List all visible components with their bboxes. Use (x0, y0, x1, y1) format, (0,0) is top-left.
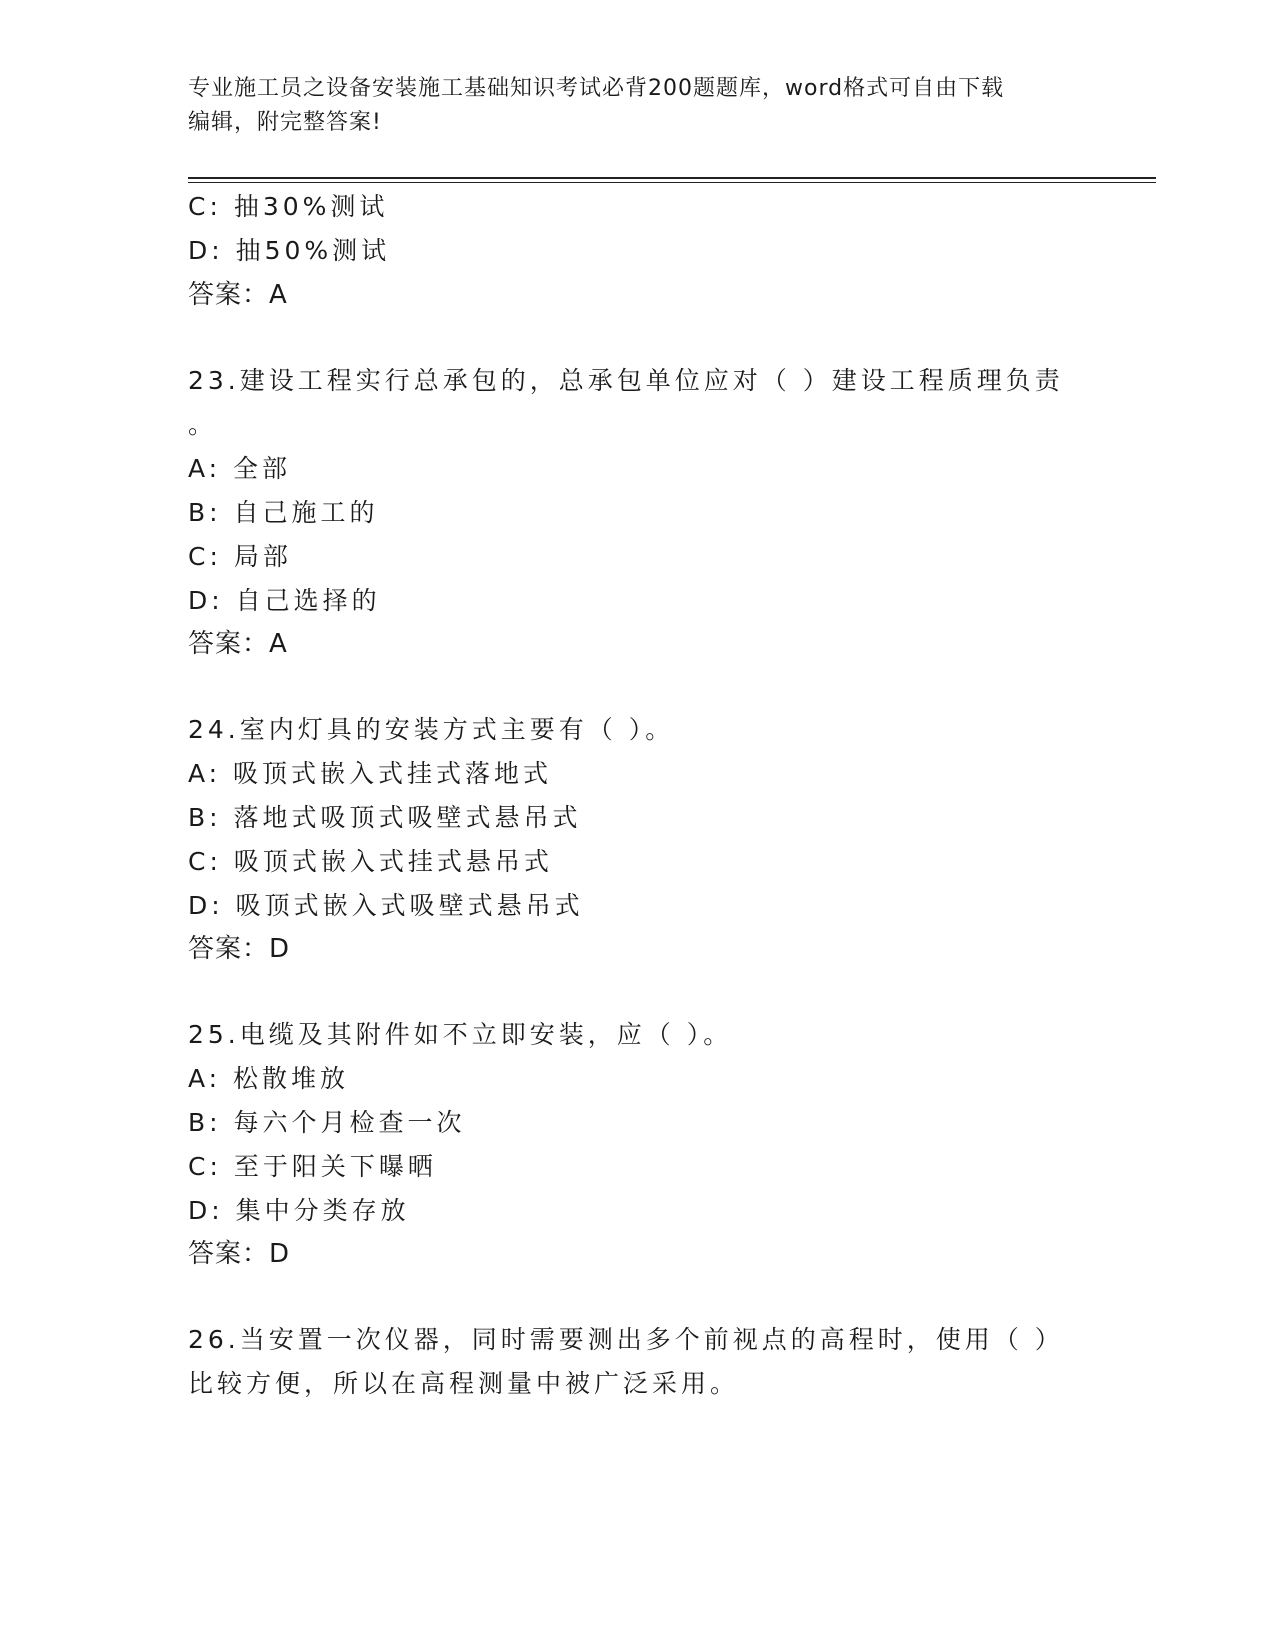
answer-line (188, 278, 288, 312)
answer-value: A (269, 280, 288, 310)
answer-line (188, 1237, 290, 1271)
question-stem: 26.当安置一次仪器，同时需要测出多个前视点的高程时，使用（ ） (188, 1325, 1064, 1354)
header-divider-thin (188, 182, 1156, 183)
option-c: C: 至于阳关下曝晒 (188, 1152, 437, 1181)
option-d: D: 吸顶式嵌入式吸壁式悬吊式 (188, 891, 584, 920)
document-header (188, 72, 1088, 140)
header-line-1: 专业施工员之设备安装施工基础知识考试必背200题题库，word格式可自由下载 (188, 76, 1005, 101)
answer-line (188, 932, 290, 966)
answer-label: 答案： (188, 280, 270, 310)
answer-label: 答案： (188, 934, 270, 964)
option-b: B: 落地式吸顶式吸壁式悬吊式 (188, 803, 582, 832)
answer-label: 答案： (188, 1239, 270, 1269)
option-a: A: 全部 (188, 454, 292, 483)
question-stem-continued: 比较方便，所以在高程测量中被广泛采用。 (188, 1369, 740, 1398)
answer-value: D (269, 1239, 291, 1269)
answer-line (188, 627, 288, 661)
option-b: B: 每六个月检查一次 (188, 1108, 466, 1137)
option-d: D: 自己选择的 (188, 586, 381, 615)
option-d: D: 集中分类存放 (188, 1196, 410, 1225)
option-a: A: 松散堆放 (188, 1064, 350, 1093)
option-b: B: 自己施工的 (188, 498, 379, 527)
option-c: C: 抽30%测试 (188, 192, 389, 221)
answer-label: 答案： (188, 629, 270, 659)
option-d: D: 抽50%测试 (188, 236, 391, 265)
header-divider-thick (188, 177, 1156, 179)
question-stem: 24.室内灯具的安装方式主要有（ ）。 (188, 715, 675, 744)
option-c: C: 吸顶式嵌入式挂式悬吊式 (188, 847, 553, 876)
question-stem: 25.电缆及其附件如不立即安装，应（ ）。 (188, 1020, 733, 1049)
answer-value: D (269, 934, 291, 964)
header-line-2: 编辑，附完整答案! (188, 110, 382, 135)
option-a: A: 吸顶式嵌入式挂式落地式 (188, 759, 553, 788)
answer-value: A (269, 629, 288, 659)
option-c: C: 局部 (188, 542, 292, 571)
question-stem: 23.建设工程实行总承包的，总承包单位应对（ ）建设工程质理负责 (188, 366, 1064, 395)
question-stem-continued: 。 (188, 410, 218, 439)
